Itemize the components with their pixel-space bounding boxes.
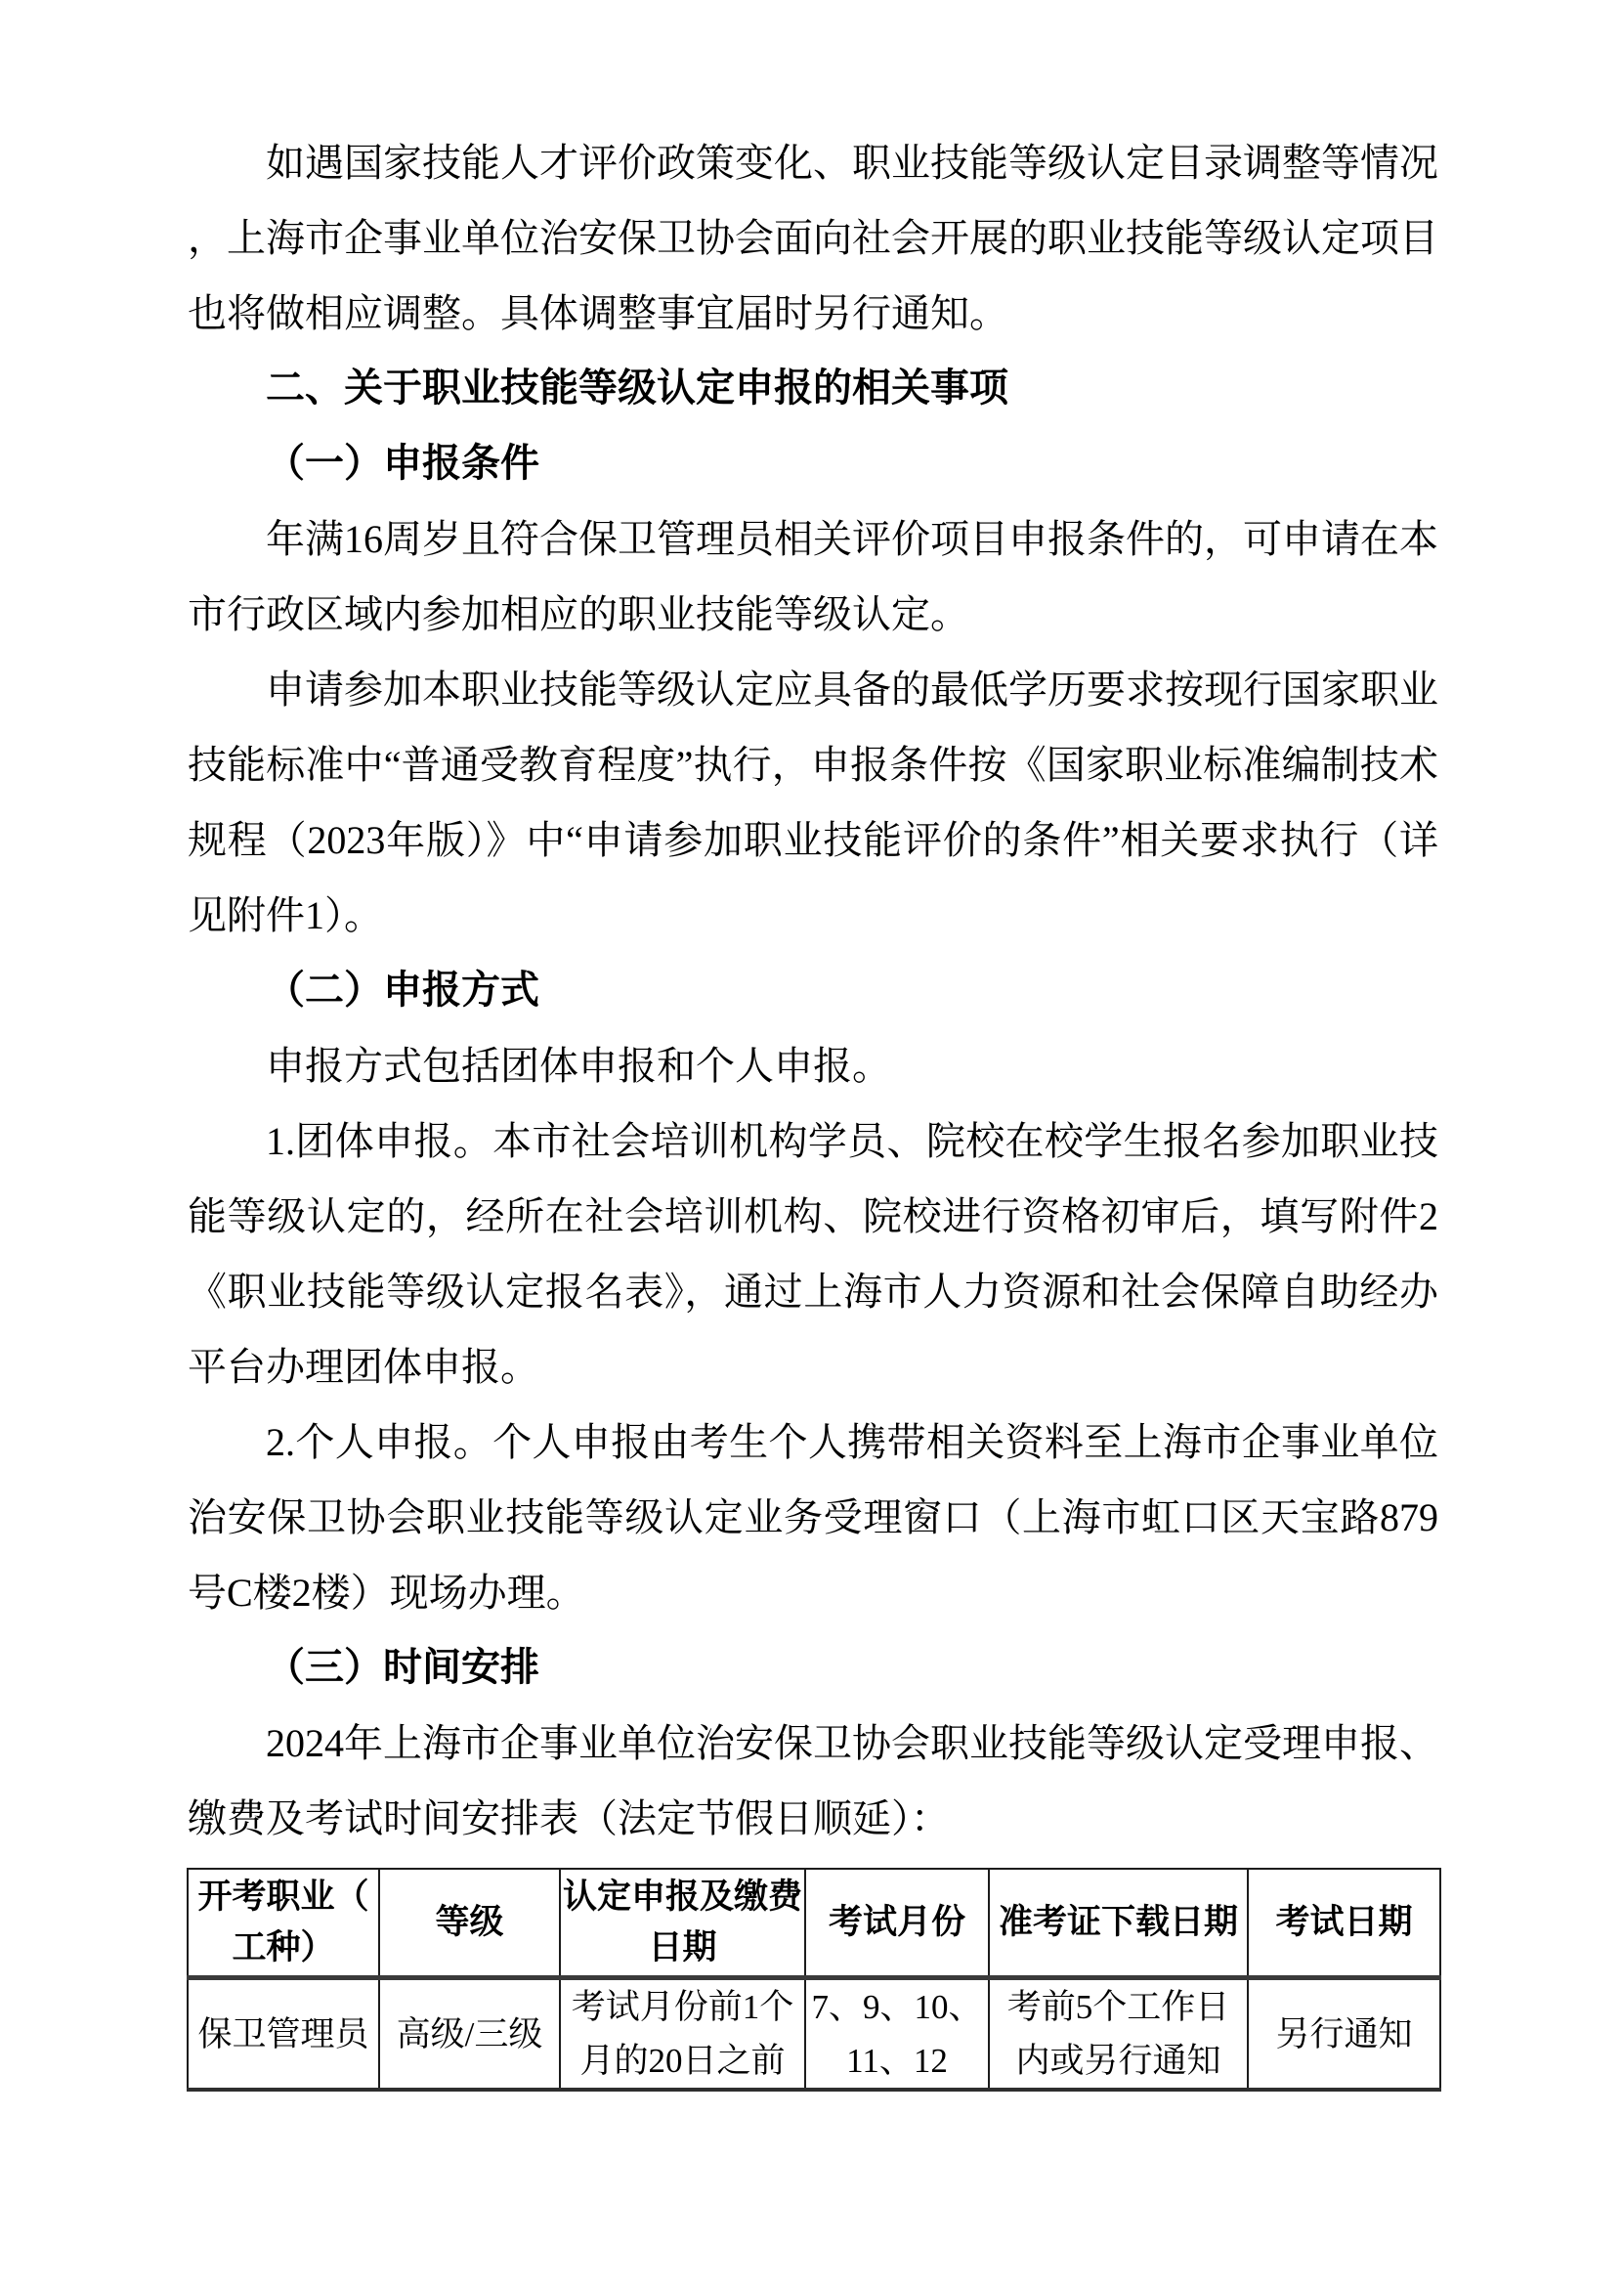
paragraph: 如遇国家技能人才评价政策变化、职业技能等级认定目录调整等情况，上海市企事业单位治安保卫协会面向社会开展的职业技能等级认定项目也将做相应调整。具体调整事宜届时另行通知。 [188,141,1438,335]
table-header-cell: 考试日期 [1248,1869,1440,1978]
table-cell: 保卫管理员 [188,1978,379,2091]
section-heading: （一）申报条件 [266,442,539,485]
table-cell: 另行通知 [1248,1978,1440,2091]
paragraph: 2.个人申报。个人申报由考生个人携带相关资料至上海市企事业单位治安保卫协会职业技能等级认定业务受理窗口（上海市虹口区天宝路879号C楼2楼）现场办理。 [188,1420,1438,1615]
table-header-cell: 准考证下载日期 [989,1869,1248,1978]
table-header-cell: 认定申报及缴费日期 [560,1869,805,1978]
exam-schedule-table [187,1868,1441,2092]
table-cell: 考试月份前1个月的20日之前 [560,1978,805,2091]
table-header-cell: 开考职业（工种） [188,1869,379,1978]
table-header-cell: 等级 [379,1869,560,1978]
paragraph: 申请参加本职业技能等级认定应具备的最低学历要求按现行国家职业技能标准中“普通受教育程度”执行，申报条件按《国家职业标准编制技术规程（2023年版）》中“申请参加职业技能评价的条件”相关要求执行（详见附件1）。 [188,668,1438,937]
table-header-row [188,1869,1440,1978]
document-content [188,125,1438,2092]
section-heading: 二、关于职业技能等级认定申报的相关事项 [266,367,1008,410]
paragraph: 2024年上海市企事业单位治安保卫协会职业技能等级认定受理申报、缴费及考试时间安排表（法定节假日顺延）： [188,1721,1438,1840]
paragraph: 1.团体申报。本市社会培训机构学员、院校在校学生报名参加职业技能等级认定的，经所在社会培训机构、院校进行资格初审后，填写附件2《职业技能等级认定报名表》，通过上海市人力资源和社会保障自助经办平台办理团体申报。 [188,1119,1438,1389]
paragraph: 申报方式包括团体申报和个人申报。 [266,1044,891,1088]
section-heading: （二）申报方式 [266,969,539,1012]
section-heading: （三）时间安排 [266,1646,539,1689]
paragraph: 年满16周岁且符合保卫管理员相关评价项目申报条件的，可申请在本市行政区域内参加相应的职业技能等级认定。 [188,517,1438,636]
table-cell: 7、9、10、11、12 [805,1978,989,2091]
table-row [188,1978,1440,2091]
table-cell: 考前5个工作日内或另行通知 [989,1978,1248,2091]
table-header-cell: 考试月份 [805,1869,989,1978]
table-cell: 高级/三级 [379,1978,560,2091]
